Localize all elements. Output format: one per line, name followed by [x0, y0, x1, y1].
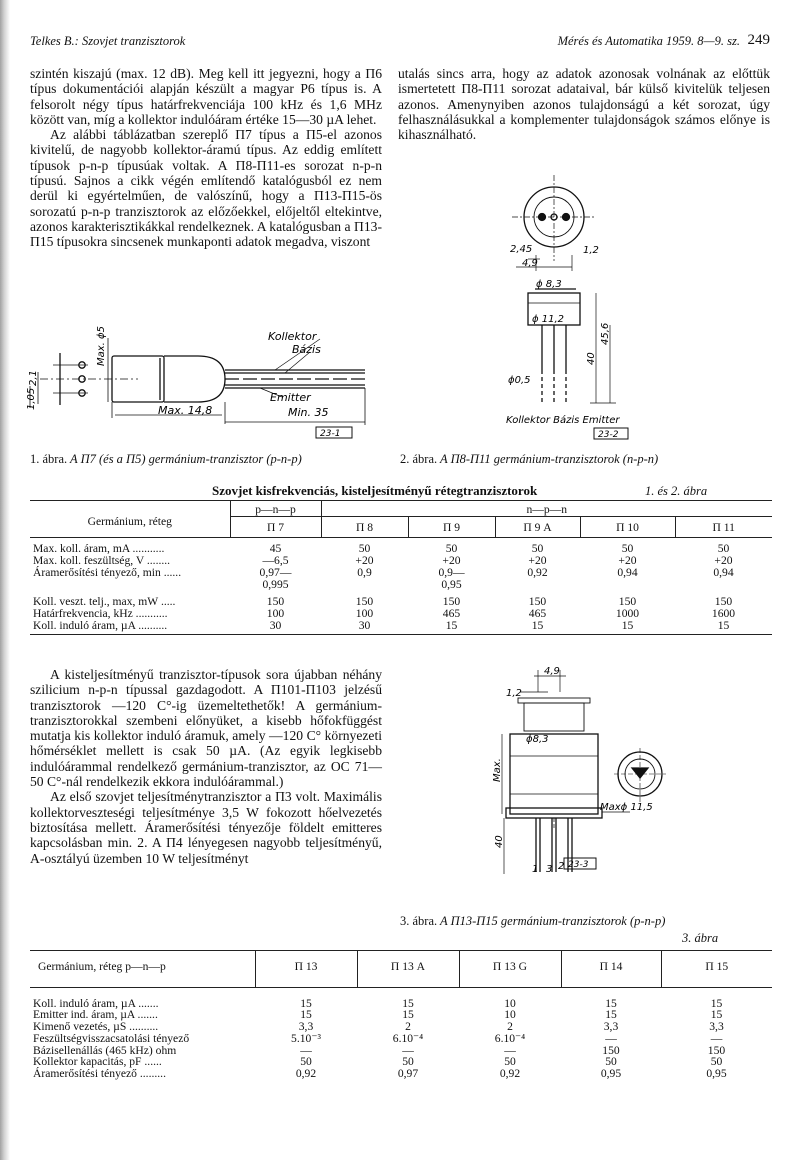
fig2-label-leads: Kollektor Bázis Emitter: [506, 415, 620, 426]
table-2-cell: 0,95: [706, 1066, 727, 1080]
table-1-cell: +20: [618, 554, 637, 568]
fig2-label-d456: 45,6: [600, 322, 611, 345]
figure-3-number: 3. ábra.: [400, 914, 438, 928]
table-1-cell: 50: [531, 542, 544, 556]
table-2-cell: 0,92: [295, 1066, 317, 1080]
fig2-label-d05: ϕ0,5: [508, 375, 531, 386]
figure-1-caption: [30, 452, 302, 467]
table-1-row-label: Határfrekvencia, kHz ...........: [33, 606, 168, 620]
table-1-row-label: Max. koll. áram, mA ...........: [33, 542, 165, 556]
fig1-label-emitter: Emitter: [270, 391, 311, 404]
figure-3-drawing: [490, 662, 680, 877]
figure-2-caption-text: A П8-П11 germánium-tranzisztorok (n-p-n): [440, 452, 659, 466]
table-1-cell: 50: [621, 542, 634, 556]
table-1-cell: 1600: [711, 606, 736, 620]
table-2-cell: 15: [300, 996, 312, 1010]
table-2-cell: 15: [402, 1008, 414, 1022]
fig3-label-2: 2: [558, 861, 565, 872]
table-1-cell: 465: [528, 606, 547, 620]
table-2-cell: 6.10⁻⁴: [494, 1031, 526, 1045]
left-column-text-2: [30, 667, 382, 866]
table-2-cell: 2: [405, 1020, 411, 1034]
fig1-label-d105: 1,05: [26, 387, 37, 410]
table-2-row-label: Emitter ind. áram, µA .......: [33, 1008, 158, 1022]
left-column-text: [30, 66, 382, 250]
table-1-cell: 0,9: [357, 565, 372, 579]
figure-2-drawing: [500, 175, 650, 443]
figure-1-number: 1. ábra.: [30, 452, 68, 466]
table-1-corner: Germánium, réteg: [87, 515, 172, 529]
fig2-label-d12: 1,2: [583, 245, 599, 256]
figure-3-caption-text: A П13-П15 germánium-tranzisztorok (p-n-p): [440, 914, 666, 928]
fig2-label-d49: 4,9: [522, 258, 538, 269]
table-1-row-label: Max. koll. feszültség, V ........: [33, 554, 171, 568]
table-2-cell: 15: [710, 1008, 723, 1022]
fig1-label-max148: Max. 14,8: [158, 404, 213, 417]
fig3-label-1: 1: [532, 864, 539, 875]
table-2-cell: 50: [710, 1055, 723, 1069]
table-2-cell: 3,3: [603, 1020, 619, 1034]
fig2-code: 23-2: [598, 430, 619, 440]
table-2-cell: 0,95: [600, 1066, 622, 1080]
table-2-cell: —: [504, 1043, 516, 1057]
table-2-col-header: П 13: [255, 951, 357, 988]
table-1-cell: 150: [355, 595, 374, 609]
table-2-cell: 10: [504, 996, 516, 1010]
table-1-cell: 100: [266, 606, 285, 620]
table-1-cell: 1000: [615, 606, 640, 620]
fig1-label-min35: Min. 35: [288, 406, 329, 419]
table-2-cell: 15: [605, 996, 617, 1010]
table-2-cell: 50: [504, 1055, 516, 1069]
paragraph: Az alábbi táblázatban szereplő П7 típus a П5-el azonos kivitelű, de nagyobb kollektor-áramú típus. Az eddig említett típusok p-n-p típusúak voltak. A П8-П11-es sorozat n-p-n típusú. Sajnos a cikk végén említendő katalógusból ez nem derül ki egyértelműen, de valószínű, hogy a П13-П15-ös sorozatú p-n-p tranzisztorok az előzőekkel, előjeltől eltekintve, azonos karakterisztikákkal rendelkeznek. A katalógusban a П13-П15 típusokra sincsenek munkaponti adatok megadva, viszont: [30, 127, 382, 250]
fig1-label-kollektor: Kollektor: [268, 330, 317, 343]
paragraph: szintén kiszajú (max. 12 dB). Meg kell itt jegyezni, hogy a П6 típus dokumentációi alapján készült a magyar P6 típus is. A felsorolt négy típus határfrekvenciája 100 kHz és 1,6 MHz között van, míg a kollektor indulóáram értéke 15—30 µA lehet.: [30, 66, 382, 127]
fig3-label-max115: Maxϕ 11,5: [600, 802, 653, 813]
table-1-cell: 45: [269, 542, 282, 556]
figure-3-caption: [400, 914, 665, 929]
table-2-row-label: Koll. induló áram, µA .......: [33, 996, 159, 1010]
table-1-group-pnp: p—n—p: [230, 501, 321, 517]
table-1-cell: 15: [717, 618, 730, 632]
table-1-ref: 1. és 2. ábra: [645, 484, 708, 498]
fig3-label-d12: 1,2: [506, 688, 522, 699]
fig2-label-d83: ϕ 8,3: [536, 279, 562, 290]
table-1-cell: 150: [442, 595, 461, 609]
table-2-row-label: Bázisellenállás (465 kHz) ohm: [33, 1043, 177, 1057]
table-1-cell: 150: [528, 595, 547, 609]
table-1-cell: 150: [618, 595, 637, 609]
table-1-cell: 30: [269, 618, 282, 632]
table-1-cell: 0,92: [527, 565, 548, 579]
figure-1-caption-text: A П7 (és a П5) germánium-tranzisztor (p-n-p): [70, 452, 302, 466]
table-2-cell: 50: [402, 1055, 414, 1069]
table-2-cell: —: [402, 1043, 414, 1057]
table-1-col-header: П 9: [408, 516, 495, 538]
table-1-cell: +20: [355, 554, 374, 568]
paragraph: A kisteljesítményű tranzisztor-típusok sora újabban néhány szilicium n-p-n típussal gazdagodott. A П101-П103 jelzésű tranzisztorok —120 C°-ig üzemeltethetők! A germánium-tranzisztorokkal szembeni előnyüket, a kisebb hőfokfüggést mutatja kis kollektor induló áramuk, amely —120 C° környezeti hőmérséklet mellett is csak 50 µA. (Az egyik legkisebb indulóárammal rendelkező germánium-tranzisztor, az OC 71—50 C°-nál rendelkezik ekkora indulóárammal.): [30, 667, 382, 790]
table-1-cell: 15: [621, 618, 634, 632]
table-1-cell: 0,94: [617, 565, 638, 579]
table-2-col-header: П 14: [561, 951, 661, 988]
fig1-label-bazis: Bázis: [292, 343, 321, 356]
paragraph: utalás sincs arra, hogy az adatok azonosak volnának az előttük ismertetett П8-П11 sorozat adataival, bár külső kivitelük teljesen azonos. Amenynyiben azonos tulajdonságú a két sorozat, úgy felhasználásukkal a komplementer tulajdonságok számos előnye is kihasználható.: [398, 66, 770, 143]
table-1-row-label: Áramerősítési tényező, min ......: [33, 565, 182, 579]
table-1-cell: 150: [714, 595, 733, 609]
table-2-col-header: П 13 A: [357, 951, 459, 988]
table-2: [30, 950, 772, 1080]
table-1-cell: 15: [531, 618, 544, 632]
table-1-cell: +20: [714, 554, 733, 568]
table-1-title: Szovjet kisfrekvenciás, kisteljesítményű rétegtranzisztorok: [212, 483, 538, 498]
table-1-row-label: Koll. induló áram, µA ..........: [33, 618, 168, 632]
right-column-text: [398, 66, 770, 142]
table-1-row-label: Koll. veszt. telj., max, mW .....: [33, 595, 176, 609]
table-1: [30, 500, 772, 635]
table-2-cell: —: [300, 1043, 312, 1057]
table-2-corner: Germánium, réteg p—n—p: [38, 960, 166, 973]
table-2-cell: 15: [710, 996, 723, 1010]
fig3-label-d83: ϕ8,3: [526, 734, 549, 745]
page-number: 249: [747, 32, 770, 48]
table-1-col-header: П 10: [580, 516, 675, 538]
table-2-cell: 0,97: [397, 1066, 419, 1080]
table-1-col-header: П 9 A: [495, 516, 580, 538]
table-2-cell: 3,3: [298, 1020, 314, 1034]
table-1-cell: —6,5: [262, 554, 289, 568]
figure-2-caption: [400, 452, 658, 467]
table-2-ref: 3. ábra: [682, 931, 719, 945]
table-2-cell: 150: [707, 1043, 726, 1057]
table-1-cell: 0,94: [713, 565, 734, 579]
figure-1-drawing: [20, 318, 380, 443]
table-2-row-label: Áramerősítési tényező .........: [33, 1066, 166, 1080]
header-right: Mérés és Automatika 1959. 8—9. sz.: [557, 34, 740, 48]
fig3-code: 23-3: [568, 860, 589, 870]
table-2-cell: —: [710, 1031, 723, 1045]
table-1-cell: 50: [717, 542, 730, 556]
fig3-label-max: Max.: [492, 758, 503, 782]
table-2-cell: 15: [300, 1008, 312, 1022]
table-1-cell: 0,9— 0,95: [438, 565, 465, 591]
table-1-body: [30, 538, 772, 635]
table-2-cell: 0,92: [499, 1066, 521, 1080]
table-1-cell: 50: [445, 542, 458, 556]
table-1-cell: 465: [442, 606, 461, 620]
scan-edge-shadow: [0, 0, 10, 1160]
fig1-label-d21: 2,1: [28, 370, 39, 386]
table-2-col-header: П 13 G: [459, 951, 561, 988]
table-1-cell: +20: [442, 554, 461, 568]
table-2-cell: 50: [300, 1055, 312, 1069]
table-2-cell: 15: [605, 1008, 617, 1022]
table-1-col-header: П 11: [675, 516, 772, 538]
fig1-label-maxd5: Max. ϕ5: [96, 326, 107, 366]
table-2-col-header: П 15: [661, 951, 772, 988]
fig2-label-d245: 2,45: [510, 244, 533, 255]
table-1-cell: 30: [358, 618, 371, 632]
header-left: Telkes B.: Szovjet tranzisztorok: [30, 34, 186, 48]
table-1-cell: 50: [358, 542, 371, 556]
table-1-col-header: П 7: [230, 516, 321, 538]
table-2-cell: 50: [605, 1055, 617, 1069]
table-2-row-label: Kimenő vezetés, µS ..........: [33, 1020, 159, 1034]
table-2-row-label: Kollektor kapacitás, pF ......: [33, 1055, 162, 1069]
fig3-label-d49: 4,9: [544, 666, 560, 677]
fig2-label-d40: 40: [586, 352, 597, 365]
table-1-col-header: П 8: [321, 516, 408, 538]
table-2-cell: —: [605, 1031, 617, 1045]
table-2-cell: 15: [402, 996, 414, 1010]
table-2-body: [30, 987, 772, 1079]
table-2-row-label: Feszültségvisszacsatolási tényező: [33, 1031, 190, 1045]
fig3-label-d40: 40: [494, 835, 505, 848]
table-1-cell: 100: [355, 606, 374, 620]
table-1-cell: 15: [445, 618, 458, 632]
table-1-cell: 0,97— 0,995: [259, 565, 292, 591]
table-2-cell: 150: [602, 1043, 620, 1057]
table-2-cell: 10: [504, 1008, 516, 1022]
fig1-code: 23-1: [320, 429, 341, 439]
table-1-cell: 150: [266, 595, 285, 609]
table-1-cell: +20: [528, 554, 547, 568]
fig2-label-d112: ϕ 11,2: [532, 314, 565, 325]
fig3-label-3: 3: [546, 864, 553, 875]
table-1-group-npn: n—p—n: [321, 501, 772, 517]
figure-2-number: 2. ábra.: [400, 452, 438, 466]
table-2-cell: 6.10⁻⁴: [392, 1031, 424, 1045]
paragraph: Az első szovjet teljesítménytranzisztor a П3 volt. Maximális kollektorveszteségi teljesítménye 3,5 W fokozott hőelvezetés biztosítása mellett. Áramerősítési tényezője földelt emitteres kapcsolásban min. 2. A П4 lényegesen nagyobb teljesítményű, A-osztályú üzemben 10 W teljesítményt: [30, 789, 382, 866]
table-2-cell: 5.10⁻³: [291, 1031, 321, 1045]
table-2-cell: 2: [507, 1020, 513, 1034]
table-2-cell: 3,3: [709, 1020, 724, 1034]
